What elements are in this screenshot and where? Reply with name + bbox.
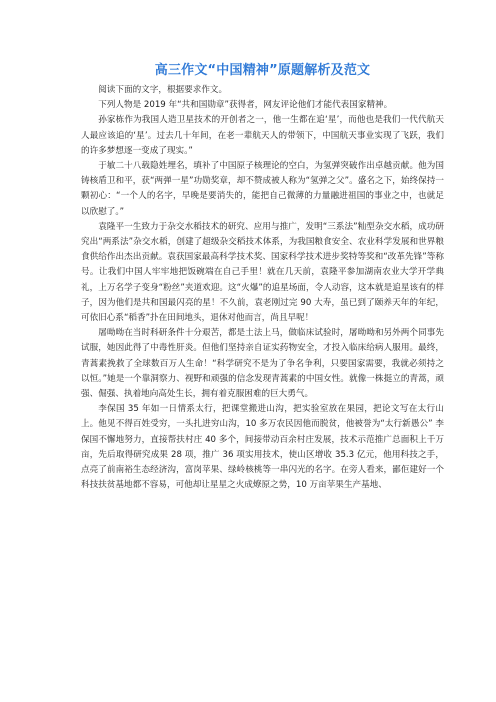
paragraph-yuan-longping: 袁隆平一生致力于杂交水稻技术的研究、应用与推广，发明“三系法”籼型杂交水稻，成功研究出“两系法”杂交水稻，创建了超级杂交稻技术体系，为我国粮食安全、农业科学发展和世界粮食供给作出杰出贡献。袁获国家最高科学技术奖、国家科学技术进步奖特等奖和“改革先锋”等称号。让我们中国人牢牢地把饭碗端在自己手里！就在几天前，袁隆平参加湖南农业大学开学典礼，上万名学子变身“粉丝”夹道欢迎。这“火爆”的追星场面，令人动容，这本就是追星该有的样子，因为他们是共和国最闪亮的星！不久前，袁老刚过完 90 大寿，虽已到了颐养天年的年纪，可依旧心系“稻香”扑在田间地头，退休对他而言，尚且早呢！ [81, 221, 444, 324]
paragraph-instruction: 阅读下面的文字，根据要求作文。 [98, 85, 228, 95]
paragraph-tu-youyou: 屠呦呦在当时科研条件十分艰苦，都是土法上马，做临床试验时，屠呦呦和另外两个同事先试服，她因此得了中毒性肝炎。但他们坚持亲自证实药物安全，才投入临床给病人服用。最终，青蒿素挽救了全球数百万人生命！“科学研究不是为了争名争利，只要国家需要，我就必须持之以恒。”她是一个靠洞察力、视野和顽强的信念发现青蒿素的中国女性。就像一株挺立的青蒿，顽强、倔强、执着地向高处生长，拥有着克服困难的巨大勇气。 [81, 328, 444, 400]
paragraph-yu-min: 于敏二十八载隐姓埋名，填补了中国原子核理论的空白，为氢弹突破作出卓越贡献。他为国铸核盾卫和平，获“两弹一星”功勋奖章，却不赞成被人称为“氢弹之父”。盛名之下，始终保持一颗初心：“一个人的名字，早晚是要消失的，能把自己微薄的力量融进祖国的事业之中，也就足以欣慰了。” [81, 161, 444, 217]
paragraph-li-baoguo: 李保国 35 年如一日情系太行，把课堂搬进山沟，把实验室放在果园，把论文写在太行山上。他见不得百姓受穷，一头扎进穷山沟，10 多万农民因他而脱贫，他被誉为“太行新愚公” 李保国不懈地努力，直接帮扶村庄 40 多个，间接带动百余村庄发展，技术示范推广总面积上千万亩，先后取得研究成果 28 项，推广 36 项实用技术，使山区增收 35.3 亿元，他用科技之手，点亮了前南裕生态经济沟，富岗苹果、绿岭核桃等一串闪光的名字。在旁人看来，鄙佢建好一个科技扶贫基地都不容易，可他却让星星之火成燎原之势，10 万亩苹果生产基地、 [81, 404, 444, 491]
paragraph-sun-jiadong: 孙家栋作为我国人造卫星技术的开创者之一，他一生都在追‘星’，而他也是我们一代代航天人最应该追的‘星’。过去几十年间，在老一辈航天人的带领下，中国航天事业实现了飞跃，我们的许多梦想逐一变成了现实。” [81, 115, 444, 156]
paragraph-intro: 下列人物是 2019 年“共和国勋章”获得者，网友评论他们才能代表国家精神。 [98, 100, 393, 111]
document-title: 高三作文“中国精神”原题解析及范文 [154, 63, 371, 78]
